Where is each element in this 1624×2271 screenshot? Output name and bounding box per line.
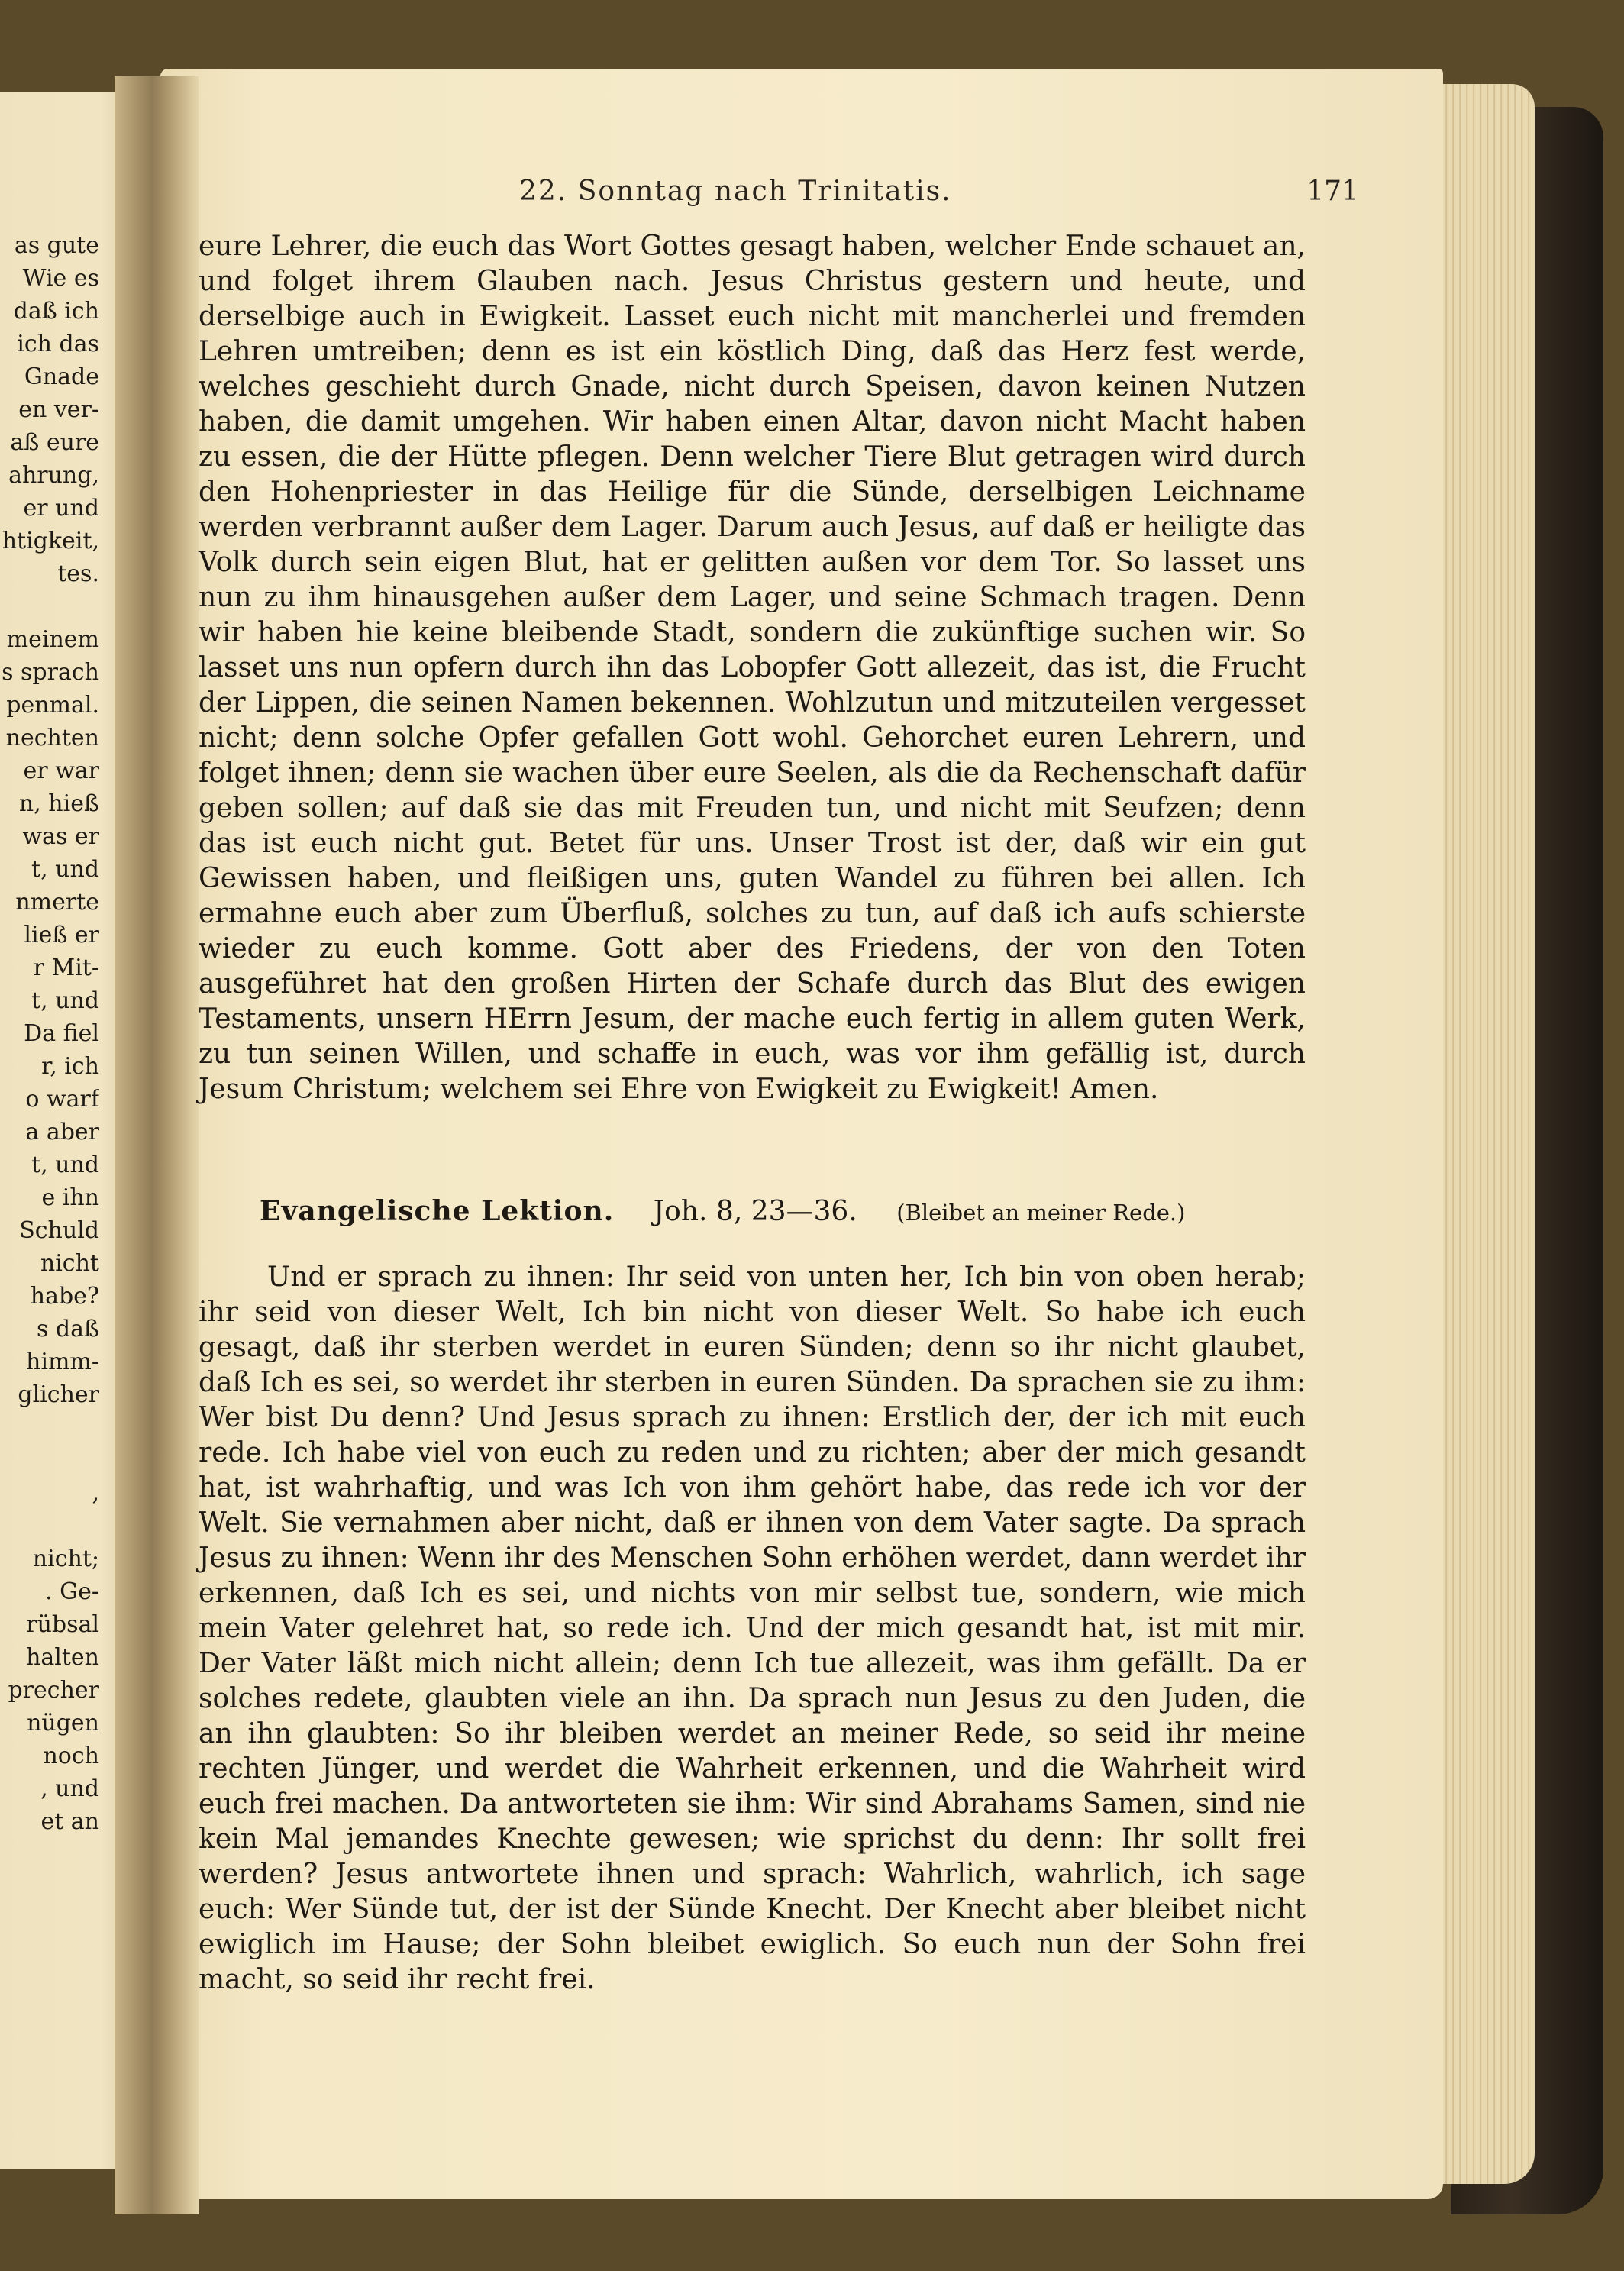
left-page-line: er und: [23, 495, 99, 522]
left-page-line: ,: [92, 1480, 99, 1507]
left-page-line: n, hieß: [18, 790, 99, 817]
left-page-line: t, und: [31, 1152, 99, 1178]
gospel-heading-title: Evangelische Lektion.: [260, 1195, 615, 1227]
left-page-line: aß eure: [10, 429, 99, 456]
left-page-text: [0, 229, 99, 1838]
left-page-line: s daß: [36, 1316, 99, 1342]
left-page-line: Gnade: [24, 363, 99, 390]
running-title: 22. Sonntag nach Trinitatis.: [519, 176, 952, 207]
left-page-line: glicher: [18, 1381, 99, 1408]
left-page-line: [0, 1411, 99, 1444]
left-page-line: s sprach: [2, 659, 99, 686]
epistle-text-block: [199, 229, 1306, 1107]
left-page-line: t, und: [31, 856, 99, 883]
epistle-paragraph: eure Lehrer, die euch das Wort Gottes gesagt haben, welcher Ende schauet an, und folget ihrem Glauben nach. Jesus Christus gestern und heute, und derselbige auch in Ewigkeit. Lasset euch nicht mit mancherlei und fremden Lehren umtreiben; denn es ist ein köstlich Ding, daß das Herz fest werde, welches geschieht durch Gnade, nicht durch Speisen, davon keinen Nutzen haben, die damit umgehen. Wir haben einen Altar, davon nicht Macht haben zu essen, die der Hütte pflegen. Denn welcher Tiere Blut getragen wird durch den Hohenpriester in das Heilige für die Sünde, derselbigen Leichname werden verbrannt außer dem Lager. Darum auch Jesus, auf daß er heiligte das Volk durch sein eigen Blut, hat er gelitten außen vor dem Tor. So lasset uns nun zu ihm hinausgehen außer dem Lager, und seine Schmach tragen. Denn wir haben hie keine bleibende Stadt, sondern die zukünftige suchen wir. So lasset uns nun opfern durch ihn das Lobopfer Gott allezeit, das ist, die Frucht der Lippen, die seinen Namen bekennen. Wohlzutun und mitzuteilen vergesset nicht; denn solche Opfer gefallen Gott wohl. Gehorchet euren Lehrern, und folget ihnen; denn sie wachen über eure Seelen, als die da Rechenschaft dafür geben sollen; auf daß sie das mit Freuden tun, und nicht mit Seufzen; denn das ist euch nicht gut. Betet für uns. Unser Trost ist der, daß wir ein gut Gewissen haben, und fleißigen uns, guten Wandel zu führen bei allen. Ich ermahne euch aber zum Überfluß, solches zu tun, auf daß ich aufs schierste wieder zu euch komme. Gott aber des Friedens, der von den Toten ausgeführet hat den großen Hirten der Schafe durch das Blut des ewigen Testaments, unsern HErrn Jesum, der mache euch fertig in allem guten Werk, zu tun seinen Willen, und schaffe in euch, was vor ihm gefällig ist, durch Jesum Christum; welchem sei Ehre von Ewigkeit zu Ewigkeit! Amen.: [199, 231, 1306, 1105]
left-page-line: [0, 590, 99, 623]
left-page-line: nmerte: [15, 889, 99, 916]
left-page-line: was er: [22, 823, 99, 850]
left-page-line: ließ er: [24, 922, 99, 948]
left-page-line: htigkeit,: [2, 528, 99, 554]
left-page-line: , und: [40, 1775, 99, 1802]
left-page-line: daß ich: [13, 298, 99, 325]
left-page-line: ahrung,: [8, 462, 99, 489]
left-page-line: [0, 1510, 99, 1543]
page-number: 171: [1306, 176, 1359, 207]
left-page-line: et an: [40, 1808, 99, 1835]
left-page-line: as gute: [14, 232, 99, 259]
gospel-paragraph: Und er sprach zu ihnen: Ihr seid von unten her, Ich bin von oben herab; ihr seid von dieser Welt, Ich bin nicht von dieser Welt. So habe ich euch gesagt, daß ihr sterben werdet in euren Sünden; denn so ihr nicht glaubet, daß Ich es sei, so werdet ihr sterben in euren Sünden. Da sprachen sie zu ihm: Wer bist Du denn? Und Jesus sprach zu ihnen: Erstlich der, der ich mit euch rede. Ich habe viel von euch zu reden und zu richten; aber der mich gesandt hat, ist wahrhaftig, und was Ich von ihm gehört habe, das rede ich vor der Welt. Sie vernahmen aber nicht, daß er ihnen von dem Vater sagte. Da sprach Jesus zu ihnen: Wenn ihr des Menschen Sohn erhöhen werdet, dann werdet ihr erkennen, daß Ich es sei, und nichts von mir selbst tue, sondern, wie mich mein Vater gelehret hat, so rede ich. Und der mich gesandt hat, ist mit mir. Der Vater läßt mich nicht allein; denn Ich tue allezeit, was ihm gefällt. Da er solches redete, glaubten viele an ihn. Da sprach nun Jesus zu den Juden, die an ihn glaubten: So ihr bleiben werdet an meiner Rede, so seid ihr meine rechten Jünger, und werdet die Wahrheit erkennen, und die Wahrheit wird euch frei machen. Da antworteten sie ihm: Wir sind Abrahams Samen, sind nie kein Mal jemandes Knechte gewesen; wie sprichst du denn: Ihr sollt frei werden? Jesus antwortete ihnen und sprach: Wahrlich, wahrlich, ich sage euch: Wer Sünde tut, der ist der Sünde Knecht. Der Knecht aber bleibet nicht ewiglich im Hause; der Sohn bleibet ewiglich. So euch nun der Sohn frei macht, so seid ihr recht frei.: [199, 1261, 1306, 1995]
gospel-heading-note: (Bleibet an meiner Rede.): [896, 1200, 1186, 1226]
left-page-line: r, ich: [41, 1053, 99, 1080]
left-page-line: Da fiel: [24, 1020, 99, 1047]
gospel-heading-reference: Joh. 8, 23—36.: [653, 1196, 857, 1227]
left-page-line: habe?: [30, 1283, 99, 1310]
left-page-line: o warf: [25, 1086, 99, 1113]
left-page-line: nicht: [40, 1250, 99, 1277]
left-page-line: precher: [8, 1677, 99, 1704]
left-page-line: er war: [23, 758, 99, 784]
left-page-line: noch: [43, 1743, 99, 1769]
left-page-line: t, und: [31, 987, 99, 1014]
left-page-line: nügen: [27, 1710, 99, 1736]
left-page-line: . Ge-: [45, 1578, 99, 1605]
gospel-text-block: [199, 1260, 1306, 1998]
left-page-line: nicht;: [32, 1546, 99, 1572]
left-page-line: nechten: [5, 725, 99, 751]
left-page-line: penmal.: [6, 692, 99, 719]
left-page-line: [0, 1444, 99, 1477]
left-page-line: rübsal: [26, 1611, 99, 1638]
left-page-line: himm-: [26, 1349, 99, 1375]
left-page-line: Wie es: [22, 265, 99, 292]
running-header: [489, 176, 1359, 221]
left-page-line: tes.: [57, 560, 99, 587]
left-page-line: a aber: [25, 1119, 99, 1145]
gospel-heading: [260, 1195, 1313, 1227]
left-page-line: meinem: [6, 626, 99, 653]
left-page-line: Schuld: [19, 1217, 99, 1244]
left-page-line: en ver-: [18, 396, 99, 423]
book-gutter: [115, 76, 199, 2214]
left-page-line: halten: [26, 1644, 99, 1671]
left-page-line: ich das: [17, 331, 99, 357]
left-page-line: r Mit-: [33, 955, 99, 981]
left-page-line: e ihn: [41, 1184, 99, 1211]
